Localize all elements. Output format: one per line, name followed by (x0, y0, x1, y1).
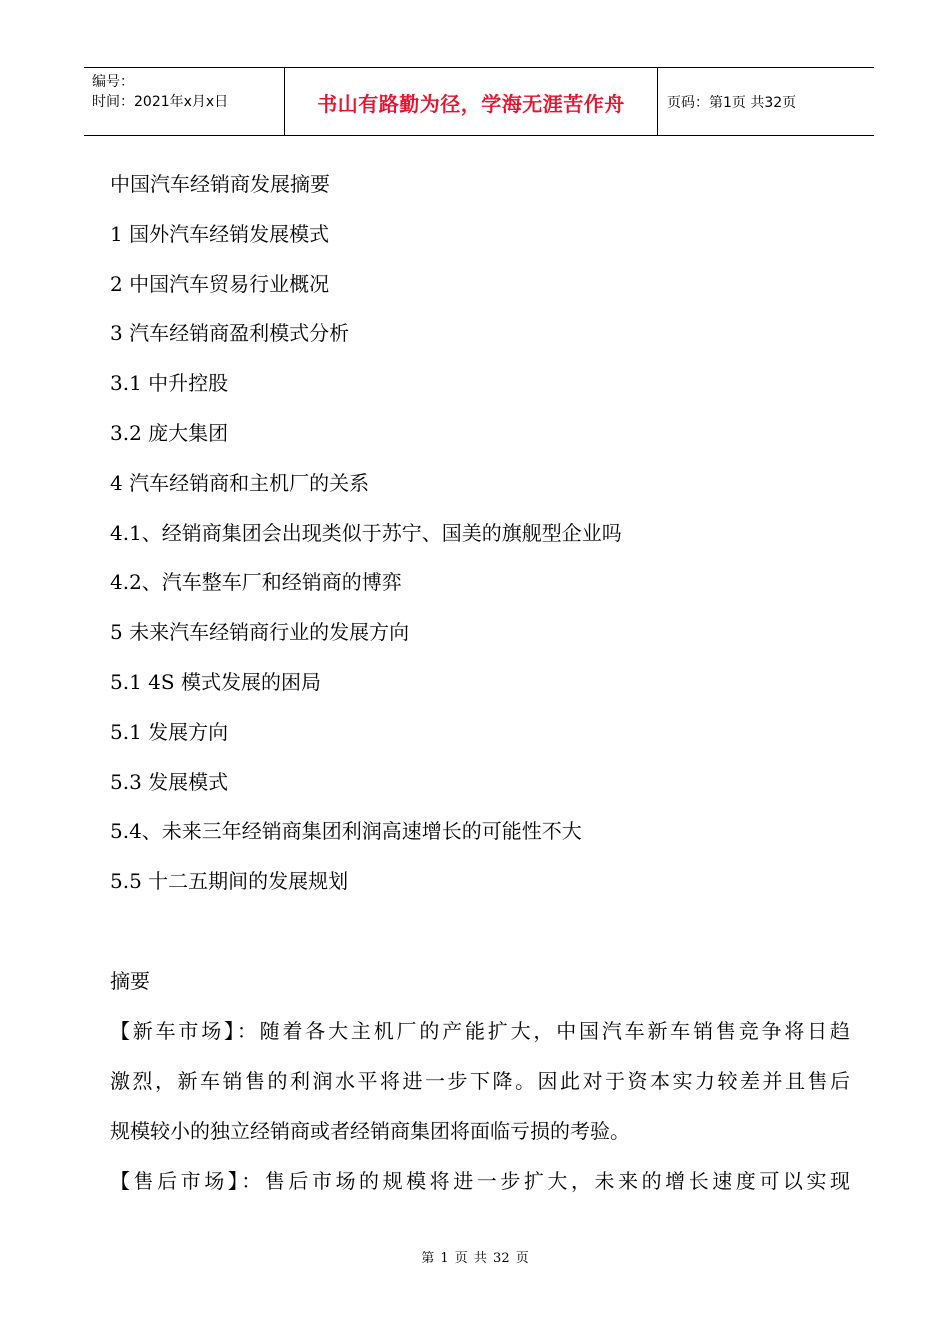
page-footer: 第 1 页 共 32 页 (421, 1251, 529, 1266)
time-label: 时间：2021年x月x日 (92, 94, 229, 110)
toc-item: 4.2、汽车整车厂和经销商的博弈 (110, 570, 402, 595)
toc-item: 5.5 十二五期间的发展规划 (110, 869, 349, 894)
toc-item: 5.1 发展方向 (110, 719, 229, 744)
toc-item: 5.4、未来三年经销商集团利润高速增长的可能性不大 (110, 819, 582, 844)
paragraph-line: 【售后市场】：售后市场的规模将进一步扩大，未来的增长速度可以实现 (110, 1169, 850, 1193)
toc-item: 2 中国汽车贸易行业概况 (110, 271, 330, 296)
number-label: 编号： (92, 74, 134, 90)
toc-item: 4.1、经销商集团会出现类似于苏宁、国美的旗舰型企业吗 (110, 520, 622, 545)
paragraph-line: 【新车市场】：随着各大主机厂的产能扩大，中国汽车新车销售竞争将日趋 (110, 1019, 850, 1043)
toc-item: 4 汽车经销商和主机厂的关系 (110, 470, 370, 495)
paragraph-line: 激烈，新车销售的利润水平将进一步下降。因此对于资本实力较差并且售后 (110, 1069, 850, 1093)
toc-item: 5.3 发展模式 (110, 769, 229, 794)
summary-title: 摘要 (110, 969, 150, 993)
toc-item: 5 未来汽车经销商行业的发展方向 (110, 620, 410, 645)
header-motto-cell (285, 68, 658, 135)
toc-item: 3 汽车经销商盈利模式分析 (110, 321, 350, 346)
paragraph-line: 规模较小的独立经销商或者经销商集团将面临亏损的考验。 (110, 1119, 630, 1143)
toc-item: 3.1 中升控股 (110, 371, 229, 396)
toc-item: 中国汽车经销商发展摘要 (110, 172, 330, 196)
motto-text: 书山有路勤为径，学海无涯苦作舟 (317, 92, 625, 116)
table-of-contents (110, 160, 870, 907)
page-code: 页码：第1页 共32页 (667, 94, 797, 111)
header-info-cell (84, 68, 285, 135)
document-header (84, 67, 874, 136)
toc-item: 1 国外汽车经销发展模式 (110, 221, 330, 246)
new-car-market-paragraph (110, 1006, 850, 1156)
toc-item: 5.1 4S 模式发展的困局 (110, 669, 321, 694)
aftermarket-paragraph (110, 1156, 850, 1206)
header-page-cell (658, 68, 874, 135)
toc-item: 3.2 庞大集团 (110, 420, 229, 445)
